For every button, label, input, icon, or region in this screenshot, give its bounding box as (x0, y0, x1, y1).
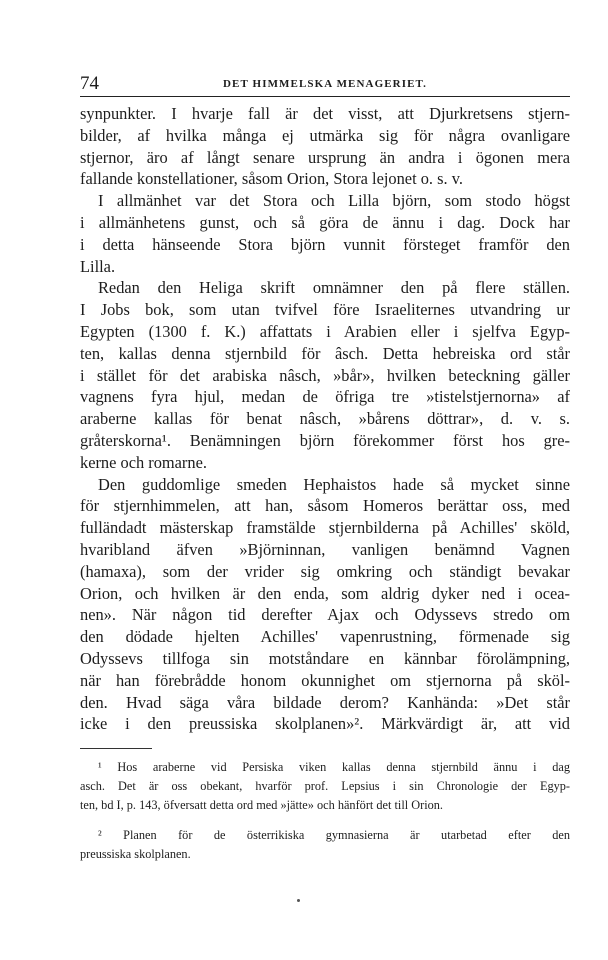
text-line: I Jobs bok, som utan tvifvel före Israeliternes utvandring ur (80, 300, 570, 320)
text-line: Lilla. (80, 256, 116, 276)
text-line: fallande konstellationer, såsom Orion, Stora lejonet o. s. v. (80, 169, 463, 189)
text-line: (hamaxa), som der vrider sig omkring och ständigt bevakar (80, 561, 570, 581)
text-line: bilder, af hvilka många ej utmärka sig för några ovanligare (80, 125, 570, 145)
text-line: icke i den preussiska skolplanen»². Märkvärdigt är, att vid (80, 714, 570, 734)
page-number: 74 (80, 73, 99, 94)
text-line: stjernor, äro af långt senare ursprung än andra i ögonen mera (80, 147, 570, 167)
text-line: den dödade hjelten Achilles' vapenrustning, förmenade sig (80, 627, 570, 647)
footnote-gap (80, 814, 570, 826)
text-line: Den guddomlige smeden Hephaistos hade så mycket sinne (98, 474, 570, 494)
text-line: hvaribland äfven »Björninnan, vanligen benämnd Vagnen (80, 539, 570, 559)
page-header (80, 74, 570, 96)
running-title: DET HIMMELSKA MENAGERIET. (222, 78, 428, 90)
text-line: i detta hänseende Stora björn vunnit försteget framför den (80, 234, 570, 254)
text-line: Odyssevs tillfoga sin motståndare en kännbar förolämpning, (80, 648, 570, 668)
text-line: fulländadt mästerskap framstälde stjernbilderna på Achilles' sköld, (80, 518, 570, 538)
text-line: Redan den Heliga skrift omnämner den på flere ställen. (98, 278, 570, 298)
text-line: synpunkter. I hvarje fall är det visst, att Djurkretsens stjern- (80, 104, 570, 123)
footnotes (80, 758, 570, 864)
footnote-rule (80, 748, 152, 749)
text-line: den. Hvad säga våra bildade derom? Kanhända: »Det står (80, 692, 570, 712)
text-line: i allmänhetens gunst, och så göra de ännu i dag. Dock har (80, 212, 570, 232)
text-line: araberne kallas för benat nâsch, »bårens döttrar», d. v. s. (80, 409, 570, 429)
footnote-line: asch. Det är oss obekant, hvarför prof. Lepsius i sin Chronologie der Egyp- (80, 778, 570, 793)
text-line: Orion, och hvilken är den enda, som aldrig dyker ned i ocea- (80, 583, 570, 603)
text-line: vagnens fyra hjul, medan de öfriga tre »tistelstjernorna» af (80, 387, 570, 407)
text-line: när han förebrådde honom okunnighet om stjernorna på sköl- (80, 670, 570, 690)
text-line: gråterskorna¹. Benämningen björn förekommer först hos gre- (80, 430, 570, 450)
text-line: ten, kallas denna stjernbild för âsch. Detta hebreiska ord står (80, 343, 570, 363)
text-line: för stjernhimmelen, att han, såsom Homeros berättar oss, med (80, 496, 570, 516)
footnote-line: ten, bd I, p. 143, öfversatt detta ord med »jätte» och hänfört det till Orion. (80, 797, 444, 812)
text-line: I allmänhet var det Stora och Lilla björn, som stodo högst (98, 191, 570, 211)
footnote-line: ² Planen för de österrikiska gymnasierna är utarbetad efter den (98, 828, 570, 843)
footnote-line: preussiska skolplanen. (80, 847, 191, 862)
text-line: i stället för det arabiska nâsch, »bår», hvilken beteckning gäller (80, 365, 570, 385)
ink-speck (297, 899, 300, 902)
text-line: Egypten (1300 f. K.) affattats i Arabien eller i sjelfva Egyp- (80, 321, 570, 341)
text-line: kerne och romarne. (80, 452, 207, 472)
header-rule (80, 96, 570, 97)
body-text (80, 103, 570, 735)
footnote-line: ¹ Hos araberne vid Persiska viken kallas denna stjernbild ännu i dag (98, 760, 570, 774)
text-line: nen». När någon tid derefter Ajax och Odyssevs stredo om (80, 605, 570, 625)
